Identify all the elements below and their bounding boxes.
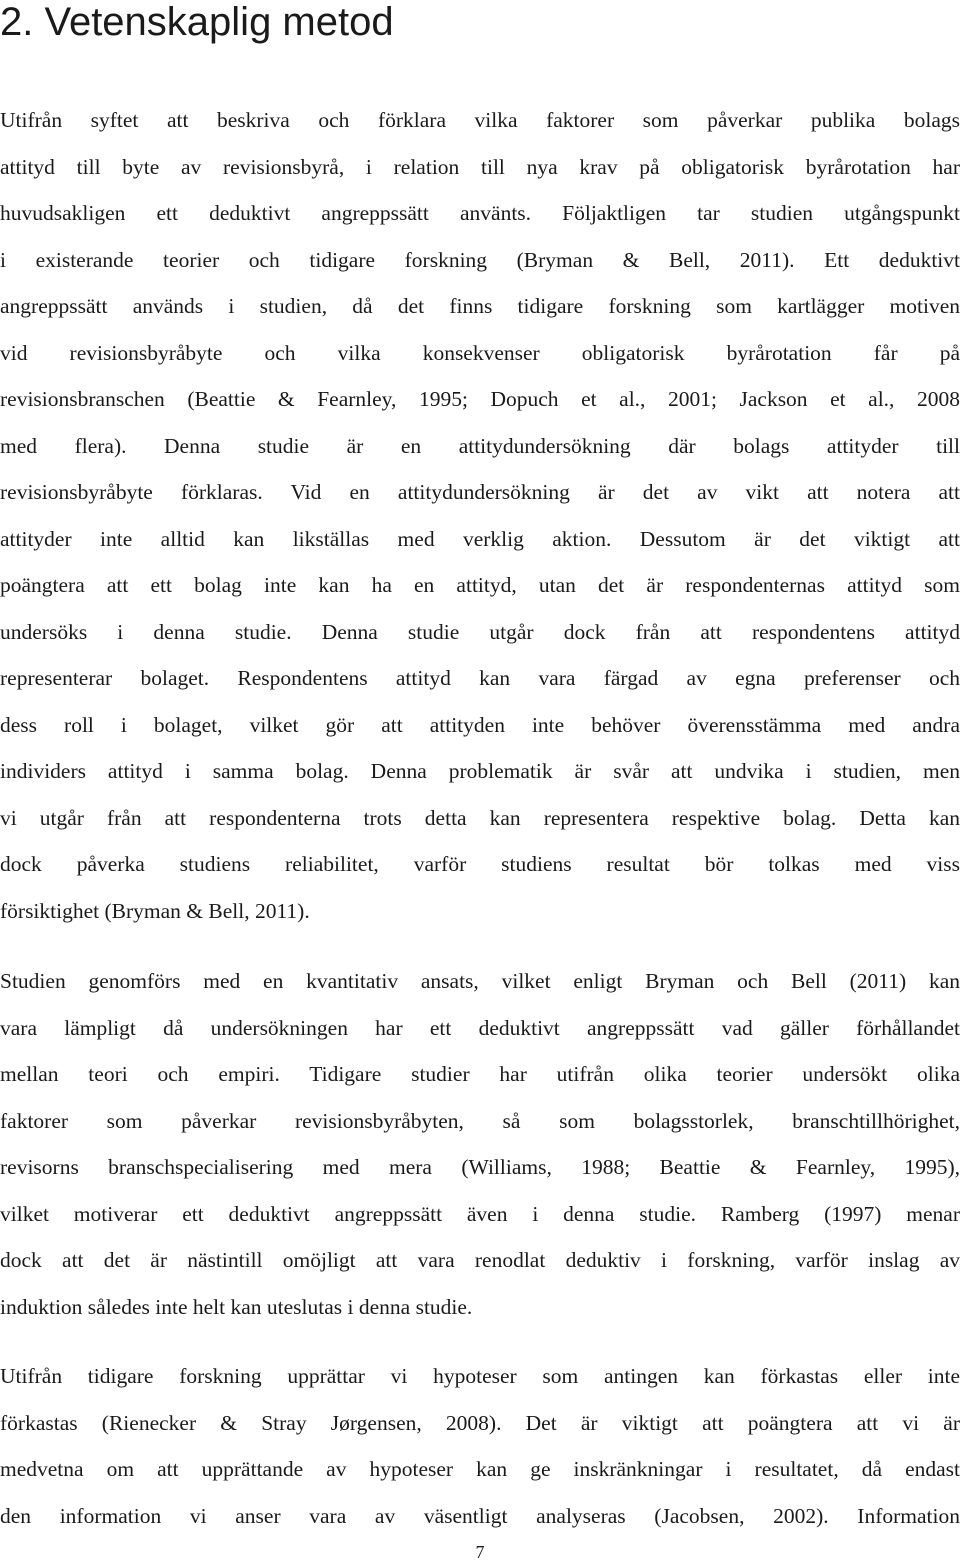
text-line: representerar bolaget. Respondentens attityd kan vara färgad av egna preferenser och	[0, 666, 960, 690]
text-line: vara lämpligt då undersökningen har ett deduktivt angreppssätt vad gäller förhållandet	[0, 1015, 960, 1040]
text-line: Utifrån syftet att beskriva och förklara vilka faktorer som påverkar publika bolags	[0, 108, 960, 132]
text-line: Studien genomförs med en kvantitativ ansats, vilket enligt Bryman och Bell (2011) kan	[0, 969, 960, 993]
text-line: attityd till byte av revisionsbyrå, i relation till nya krav på obligatorisk byrårotation har	[0, 154, 960, 179]
text-line: försiktighet (Bryman & Bell, 2011).	[0, 898, 310, 923]
text-line: revisorns branschspecialisering med mera (Williams, 1988; Beattie & Fearnley, 1995),	[0, 1155, 960, 1179]
paragraph-1	[0, 97, 960, 934]
text-line: med flera). Denna studie är en attitydundersökning där bolags attityder till	[0, 433, 960, 458]
text-line: poängtera att ett bolag inte kan ha en attityd, utan det är respondenternas attityd som	[0, 573, 960, 597]
text-line: vilket motiverar ett deduktivt angreppssätt även i denna studie. Ramberg (1997) menar	[0, 1201, 960, 1226]
text-line: i existerande teorier och tidigare forskning (Bryman & Bell, 2011). Ett deduktivt	[0, 247, 960, 272]
text-line: undersöks i denna studie. Denna studie utgår dock från att respondentens attityd	[0, 619, 960, 644]
text-line: induktion således inte helt kan uteslutas i denna studie.	[0, 1294, 473, 1319]
text-line: mellan teori och empiri. Tidigare studier har utifrån olika teorier undersökt olika	[0, 1062, 960, 1086]
text-line: dess roll i bolaget, vilket gör att attityden inte behöver överensstämma med andra	[0, 712, 960, 737]
text-line: individers attityd i samma bolag. Denna problematik är svår att undvika i studien, men	[0, 759, 960, 783]
text-line: huvudsakligen ett deduktivt angreppssätt använts. Följaktligen tar studien utgångspunkt	[0, 201, 960, 225]
text-line: den information vi anser vara av väsentligt analyseras (Jacobsen, 2002). Information	[0, 1503, 960, 1528]
text-line: attityder inte alltid kan likställas med verklig aktion. Dessutom är det viktigt att	[0, 526, 960, 551]
text-line: vi utgår från att respondenterna trots detta kan representera respektive bolag. Detta kan	[0, 805, 960, 830]
text-line: faktorer som påverkar revisionsbyråbyten, så som bolagsstorlek, branschtillhörighet,	[0, 1108, 960, 1133]
text-line: förkastas (Rienecker & Stray Jørgensen, 2008). Det är viktigt att poängtera att vi är	[0, 1410, 960, 1435]
text-line: medvetna om att upprättande av hypoteser kan ge inskränkningar i resultatet, då endast	[0, 1457, 960, 1481]
text-line: vid revisionsbyråbyte och vilka konsekvenser obligatorisk byrårotation får på	[0, 340, 960, 365]
text-line: dock påverka studiens reliabilitet, varför studiens resultat bör tolkas med viss	[0, 852, 960, 876]
text-line: Utifrån tidigare forskning upprättar vi hypoteser som antingen kan förkastas eller inte	[0, 1364, 960, 1388]
text-line: revisionsbranschen (Beattie & Fearnley, 1995; Dopuch et al., 2001; Jackson et al., 2008	[0, 387, 960, 411]
section-heading: 2. Vetenskaplig metod	[0, 0, 394, 44]
page-number: 7	[475, 1542, 485, 1562]
text-line: revisionsbyråbyte förklaras. Vid en attitydundersökning är det av vikt att notera att	[0, 480, 960, 504]
paragraph-2	[0, 958, 960, 1330]
paragraph-3	[0, 1353, 960, 1539]
text-line: angreppssätt används i studien, då det finns tidigare forskning som kartlägger motiven	[0, 294, 960, 318]
text-line: dock att det är nästintill omöjligt att vara renodlat deduktiv i forskning, varför inslag av	[0, 1248, 960, 1272]
